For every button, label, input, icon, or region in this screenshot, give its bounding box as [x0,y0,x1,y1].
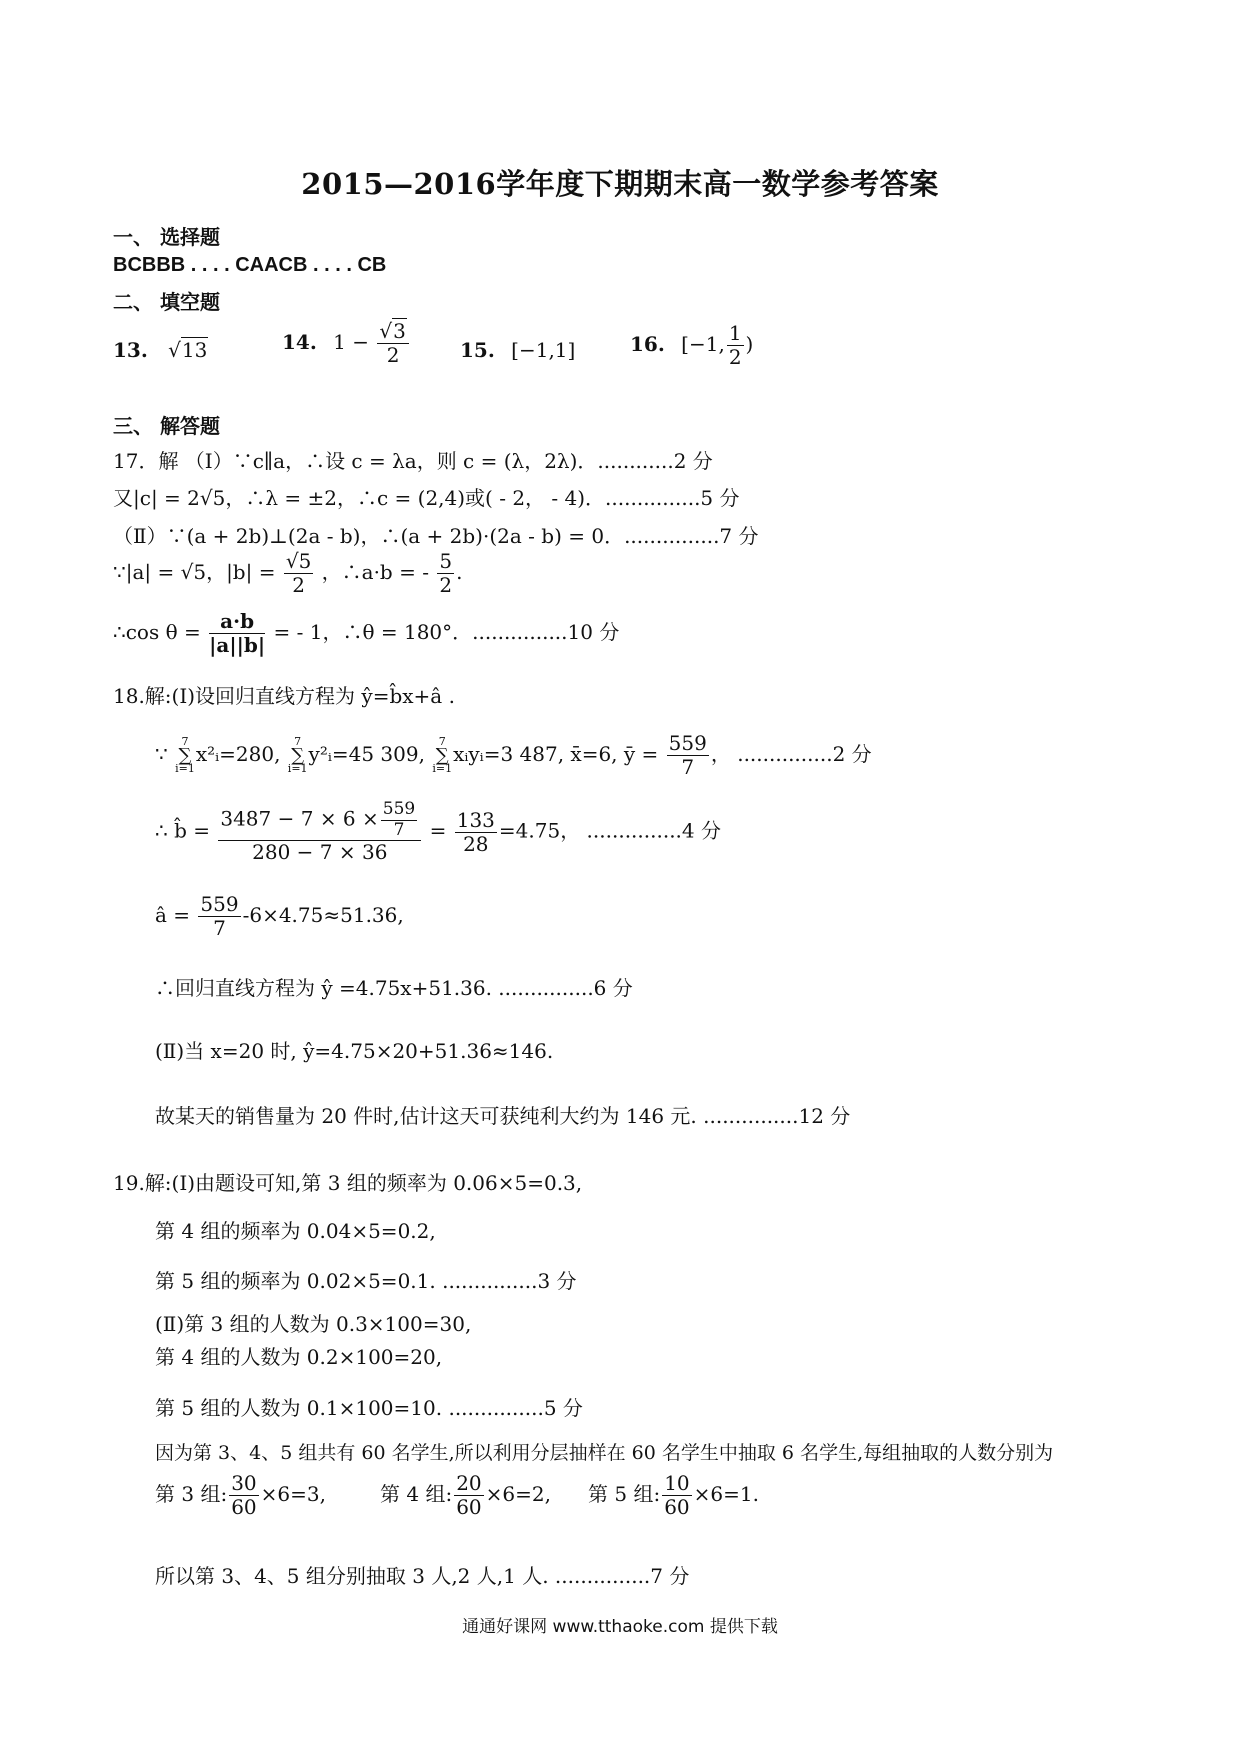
choice-answers: BCBBB . . . . CAACB . . . . CB [113,254,387,276]
sigma-2: 7 ∑ i=1 [287,734,308,776]
p19-group-5: 第 5 组: $\frac{10}{60}$ ×6=1. [588,1471,759,1519]
p18-line-4: â = $\frac{559}{7}$ -6×4.75≈51.36, [155,892,404,940]
p18-line-7: 故某天的销售量为 20 件时,估计这天可获纯利大约为 146 元. ...............12 分 [155,1104,851,1128]
footer-source: 通通好课网 www.tthaoke.com 提供下载 [462,1617,778,1637]
p19-line-5: 第 4 组的人数为 0.2×100=20, [155,1345,443,1369]
sigma-3: 7 ∑ i=1 [432,734,453,776]
sigma-1: 7 ∑ i=1 [175,734,195,776]
p18-line-2: ∵ 7 ∑ i=1 x²ᵢ=280, 7 ∑ i=1 y²ᵢ=45 309, 7 ∑ i=1 xᵢyᵢ=3 487, x̄=6, ȳ = $\frac{559}{7}$ ， ...............2 分 [155,731,872,779]
p17-line-4: ∵|a| = √5，|b| = $\frac{√5}{2}$ ，∴a·b = - $\frac{5}{2}$ . [113,549,463,597]
p17-line-1: 17．解 （Ⅰ）∵c∥a，∴设 c = λa，则 c = (λ，2λ)．............2 分 [113,449,713,473]
p18-line-5: ∴回归直线方程为 ŷ =4.75x+51.36. ...............6 分 [155,976,633,1000]
fill-answer-16: 16. [−1, $\frac{1}{2}$ ) [630,321,754,369]
section-heading-choice: 一、 选择题 [113,225,220,249]
p19-line-7: 因为第 3、4、5 组共有 60 名学生,所以利用分层抽样在 60 名学生中抽取 6 名学生,每组抽取的人数分别为 [155,1442,1054,1464]
section-heading-fill: 二、 填空题 [113,290,220,314]
p19-group-3: 第 3 组: $\frac{30}{60}$ ×6=3, [155,1471,326,1519]
fill-answer-15: 15. [−1,1] [460,338,576,362]
p18-line-1: 18.解:(Ⅰ)设回归直线方程为 ŷ=b̂x+â . [113,684,455,708]
p19-line-9: 所以第 3、4、5 组分别抽取 3 人,2 人,1 人. ...............7 分 [155,1564,690,1588]
p17-line-5: ∴cos θ = $\frac{a\cdot b}{|a||b|}$ = - 1，∴θ = 180°．...............10 分 [113,609,620,657]
p19-line-3: 第 5 组的频率为 0.02×5=0.1. ...............3 分 [155,1269,577,1293]
p19-line-2: 第 4 组的频率为 0.04×5=0.2, [155,1219,436,1243]
sqrt-13: 13 [181,338,208,362]
p19-line-4: (Ⅱ)第 3 组的人数为 0.3×100=30, [155,1312,472,1336]
section-heading-solve: 三、 解答题 [113,414,220,438]
p19-line-6: 第 5 组的人数为 0.1×100=10. ...............5 分 [155,1396,583,1420]
p17-line-2: 又|c| = 2√5，∴λ = ±2，∴c = (2,4)或( - 2， - 4)．...............5 分 [113,486,740,510]
fill-answer-14: 14. 1 − $\frac{√3}{2}$ [282,320,411,367]
p18-line-6: (Ⅱ)当 x=20 时, ŷ=4.75×20+51.36≈146. [155,1039,554,1063]
fill-answer-13: 13. √13 [113,338,208,362]
p19-group-4: 第 4 组: $\frac{20}{60}$ ×6=2, [380,1471,551,1519]
p19-line-1: 19.解:(Ⅰ)由题设可知,第 3 组的频率为 0.06×5=0.3, [113,1171,583,1195]
p17-line-3: （Ⅱ）∵(a + 2b)⊥(2a - b)，∴(a + 2b)·(2a - b) = 0．...............7 分 [113,524,759,548]
p18-line-3: ∴ b̂ = 3487 − 7 × 6 × $\frac{559}{7}$ 280 − 7 × 36 = $\frac{133}{28}$ =4.75， ...............4 分 [155,799,721,865]
page-title: 2015—2016学年度下期期末高一数学参考答案 [301,167,939,201]
